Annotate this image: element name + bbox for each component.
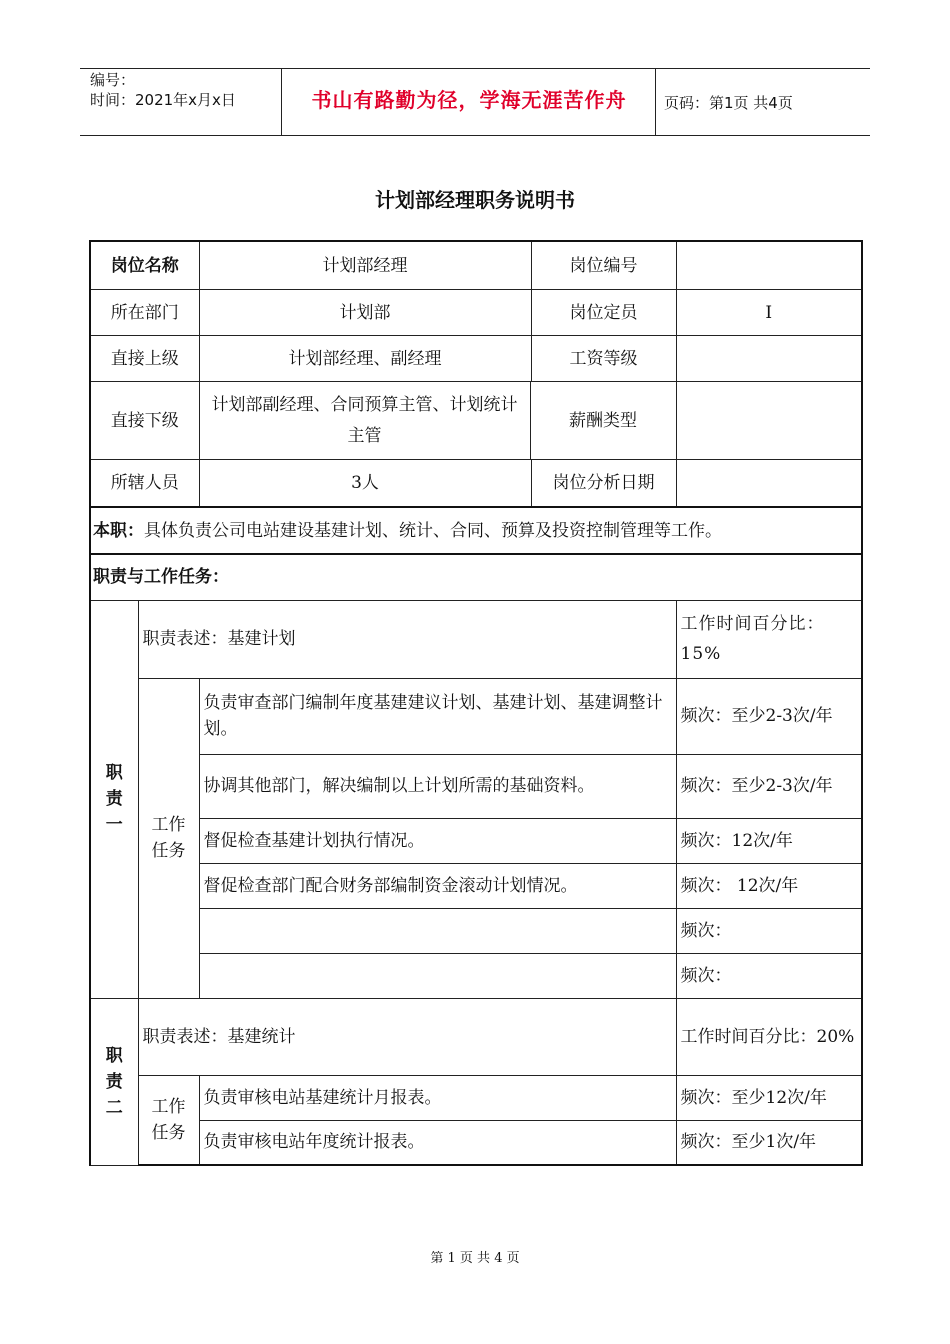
position-name-label: 岗位名称 — [90, 241, 199, 290]
staff-value: 3人 — [200, 460, 532, 506]
task-text: 督促检查部门配合财务部编制资金滚动计划情况。 — [199, 863, 676, 908]
subordinate-value: 计划部副经理、合同预算主管、计划统计主管 — [200, 382, 531, 459]
info-row — [90, 460, 862, 508]
task-row — [90, 863, 862, 908]
task-frequency: 频次：12次/年 — [676, 818, 862, 863]
superior-value: 计划部经理、副经理 — [200, 336, 532, 381]
task-frequency: 频次：至少2-3次/年 — [676, 678, 862, 754]
header-motto: 书山有路勤为径，学海无涯苦作舟 — [311, 88, 627, 112]
duty-1-time-percent: 工作时间百分比：15% — [676, 600, 862, 678]
header-divider — [281, 68, 282, 136]
position-code-label: 岗位编号 — [569, 255, 638, 276]
task-row — [90, 1120, 862, 1165]
task-row — [90, 908, 862, 953]
info-row — [90, 382, 862, 460]
document-title: 计划部经理职务说明书 — [375, 188, 575, 212]
job-description-table — [89, 240, 863, 1166]
task-text: 负责审核电站基建统计月报表。 — [199, 1075, 676, 1120]
task-text: 协调其他部门，解决编制以上计划所需的基础资料。 — [199, 754, 676, 818]
task-row — [90, 818, 862, 863]
subordinate-label: 直接下级 — [90, 382, 199, 460]
task-frequency: 频次： 12次/年 — [676, 863, 862, 908]
header-meta — [90, 70, 236, 110]
task-row — [90, 953, 862, 998]
task-frequency: 频次：至少12次/年 — [676, 1075, 862, 1120]
position-name-value: 计划部经理 — [200, 242, 532, 289]
duty-summary-label: 本职： — [93, 520, 144, 541]
task-row — [90, 678, 862, 754]
position-code-value — [676, 241, 862, 290]
task-text: 负责审查部门编制年度基建建议计划、基建计划、基建调整计划。 — [199, 678, 676, 754]
headcount-value: I — [676, 290, 862, 336]
page-footer: 第 1 页 共 4 页 — [430, 1251, 520, 1266]
info-row — [90, 336, 862, 382]
headcount-label: 岗位定员 — [569, 302, 638, 323]
task-row — [90, 754, 862, 818]
duty-1-label: 职 责 一 — [90, 600, 138, 998]
duty-2-label: 职 责 二 — [90, 998, 138, 1165]
header-top-rule — [80, 68, 870, 69]
pay-type-label: 薪酬类型 — [569, 410, 637, 431]
header-bottom-rule — [80, 135, 870, 136]
task-row — [90, 1075, 862, 1120]
department-label: 所在部门 — [90, 290, 199, 336]
doc-number-label: 编号： — [90, 71, 136, 89]
task-text — [199, 953, 676, 998]
duty-1-description: 职责表述：基建计划 — [138, 600, 676, 678]
task-frequency: 频次：至少2-3次/年 — [676, 754, 862, 818]
duty-summary-text: 具体负责公司电站建设基建计划、统计、合同、预算及投资控制管理等工作。 — [144, 520, 722, 541]
duty-description-row — [90, 998, 862, 1075]
info-row — [90, 290, 862, 336]
duty-2-time-percent: 工作时间百分比：20% — [676, 998, 862, 1075]
task-frequency: 频次：至少1次/年 — [676, 1120, 862, 1165]
task-text: 负责审核电站年度统计报表。 — [199, 1120, 676, 1165]
task-frequency: 频次： — [676, 953, 862, 998]
duties-header: 职责与工作任务： — [90, 554, 862, 600]
task-text: 督促检查基建计划执行情况。 — [199, 818, 676, 863]
superior-label: 直接上级 — [90, 336, 199, 382]
analysis-date-label: 岗位分析日期 — [552, 473, 655, 493]
task-text — [199, 908, 676, 953]
analysis-date-value — [676, 460, 862, 508]
duties-header-row — [90, 554, 862, 600]
task-frequency: 频次： — [676, 908, 862, 953]
department-value: 计划部 — [200, 290, 532, 335]
staff-label: 所辖人员 — [90, 460, 199, 508]
pay-type-value — [676, 382, 862, 460]
info-row — [90, 241, 862, 290]
duty-description-row — [90, 600, 862, 678]
salary-grade-value — [676, 336, 862, 382]
salary-grade-label: 工资等级 — [569, 348, 638, 369]
duty-1-task-label: 工作 任务 — [138, 678, 199, 998]
duty-summary-row — [90, 507, 862, 554]
duty-2-task-label: 工作 任务 — [138, 1075, 199, 1165]
header-page-info: 页码：第1页 共4页 — [664, 94, 793, 112]
duty-2-description: 职责表述：基建统计 — [138, 998, 676, 1075]
header-divider — [655, 68, 656, 136]
doc-time: 时间：2021年x月x日 — [90, 91, 236, 109]
